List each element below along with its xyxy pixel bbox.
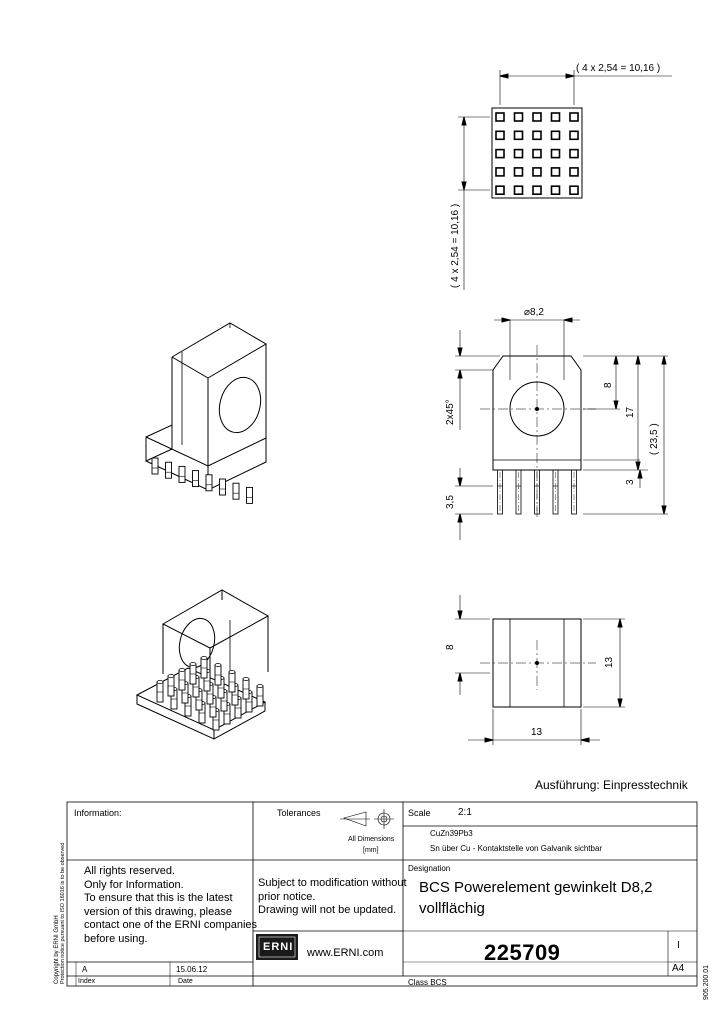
pin-square bbox=[570, 150, 578, 158]
pin-square bbox=[552, 168, 560, 176]
front-pins bbox=[498, 470, 577, 514]
pin-square bbox=[515, 150, 523, 158]
iso-pin bbox=[247, 487, 253, 503]
modification-line: Drawing will not be updated. bbox=[258, 904, 397, 916]
iso-pin bbox=[152, 458, 158, 474]
pin-square bbox=[570, 113, 578, 121]
designation-label: Designation bbox=[408, 864, 451, 873]
pin-square bbox=[496, 150, 504, 158]
pin-square bbox=[515, 131, 523, 139]
pin-square bbox=[515, 168, 523, 176]
pin-grid-view bbox=[458, 70, 672, 290]
pin-square bbox=[552, 113, 560, 121]
diameter-icon: ⌀ bbox=[524, 307, 531, 318]
rights-line: Only for Information. bbox=[84, 878, 184, 891]
index-label: Index bbox=[78, 978, 96, 985]
copyright-text-2: Protection notice pursuant to ISO 16016 is to be observed bbox=[60, 842, 66, 984]
iso-pin bbox=[179, 466, 185, 482]
iso-pin-tip bbox=[201, 657, 207, 660]
iso-pins-top bbox=[152, 458, 253, 503]
iso-pin bbox=[193, 471, 199, 487]
pin-square bbox=[570, 131, 578, 139]
revision: I bbox=[677, 940, 680, 951]
bottom-view bbox=[455, 595, 625, 745]
dim-8-bottom: 8 bbox=[445, 644, 456, 650]
dim-pitch-horizontal: ( 4 x 2,54 = 10,16 ) bbox=[576, 63, 661, 74]
isometric-view-top bbox=[146, 323, 267, 503]
pin-square bbox=[552, 150, 560, 158]
iso-pin-tip bbox=[229, 671, 235, 674]
class-label: Class BCS bbox=[408, 978, 447, 987]
iso-pin bbox=[166, 462, 172, 478]
date-value: 15.06.12 bbox=[176, 965, 208, 974]
pin-square bbox=[570, 168, 578, 176]
pin-square bbox=[570, 186, 578, 194]
execution-note: Ausführung: Einpresstechnik bbox=[535, 778, 688, 792]
dim-hole-diameter bbox=[524, 308, 544, 318]
all-dimensions-unit: [mm] bbox=[363, 847, 379, 854]
rights-line: To ensure that this is the latest bbox=[84, 892, 233, 904]
all-dimensions-label: All Dimensions bbox=[348, 836, 395, 843]
date-label: Date bbox=[178, 978, 193, 985]
side-code: 905.200.01 bbox=[703, 964, 710, 1000]
pin-square bbox=[533, 186, 541, 194]
information-label: Information: bbox=[74, 808, 122, 818]
front-view bbox=[455, 318, 668, 540]
iso-pin-tip bbox=[215, 664, 221, 667]
designation-line-1: BCS Powerelement gewinkelt D8,2 bbox=[419, 879, 653, 896]
pin-square bbox=[533, 168, 541, 176]
pin-square bbox=[496, 168, 504, 176]
iso-pin-tip bbox=[257, 685, 263, 688]
dim-13-bottom: 13 bbox=[531, 727, 543, 738]
iso-pin-tip bbox=[190, 663, 196, 666]
dim-13-right: 13 bbox=[604, 656, 615, 668]
modification-line: prior notice. bbox=[258, 890, 316, 903]
designation-line-2: vollflächig bbox=[419, 900, 485, 917]
dim-8-top: 8 bbox=[603, 382, 614, 388]
iso-pin bbox=[220, 479, 226, 495]
rights-line: version of this drawing, please bbox=[84, 905, 232, 918]
pin-square bbox=[533, 131, 541, 139]
rights-line: before using. bbox=[84, 932, 148, 945]
pin-square bbox=[515, 186, 523, 194]
iso-pin-tip bbox=[179, 669, 185, 672]
pin-square bbox=[496, 113, 504, 121]
iso-pin bbox=[206, 475, 212, 491]
modification-line: Subject to modification without bbox=[258, 877, 407, 889]
dim-hole-diameter-value: 8,2 bbox=[530, 307, 544, 318]
dim-3-5: 3,5 bbox=[445, 495, 456, 509]
isometric-view-bottom bbox=[137, 590, 268, 739]
pin-square bbox=[552, 131, 560, 139]
material: CuZn39Pb3 bbox=[430, 829, 473, 838]
paper-size: A4 bbox=[672, 963, 685, 974]
surface: Sn über Cu - Kontaktstelle von Galvanik sichtbar bbox=[430, 844, 603, 853]
index-value: A bbox=[82, 965, 88, 974]
tolerances-label: Tolerances bbox=[277, 808, 321, 818]
pin-square bbox=[533, 150, 541, 158]
website: www.ERNI.com bbox=[307, 947, 384, 959]
pin-square bbox=[496, 131, 504, 139]
dim-23-5: ( 23,5 ) bbox=[649, 423, 660, 455]
pin-square bbox=[496, 186, 504, 194]
dim-3: 3 bbox=[625, 479, 636, 485]
rights-notice bbox=[84, 865, 257, 946]
dim-pitch-vertical: ( 4 x 2,54 = 10,16 ) bbox=[450, 203, 461, 288]
dim-17: 17 bbox=[625, 406, 636, 418]
dim-chamfer: 2x45° bbox=[445, 399, 456, 425]
iso-pin-tip bbox=[157, 681, 163, 684]
pin-square bbox=[533, 113, 541, 121]
iso-pin-tip bbox=[243, 678, 249, 681]
pin-square bbox=[552, 186, 560, 194]
scale-label: Scale bbox=[408, 808, 431, 818]
scale-value: 2:1 bbox=[458, 807, 472, 818]
copyright-text: Copyright by ERNI GmbH bbox=[54, 915, 60, 984]
pin-square bbox=[515, 113, 523, 121]
part-number: 225709 bbox=[484, 940, 561, 965]
tolerance-symbol bbox=[340, 809, 394, 829]
rights-line: contact one of the ERNI companies bbox=[84, 919, 258, 931]
rights-line: All rights reserved. bbox=[84, 865, 176, 877]
modification-notice bbox=[258, 877, 407, 918]
iso-pin-tip bbox=[168, 675, 174, 678]
iso-pin bbox=[233, 483, 239, 499]
pin-grid bbox=[496, 113, 578, 194]
logo-text: ERNI bbox=[263, 941, 294, 953]
